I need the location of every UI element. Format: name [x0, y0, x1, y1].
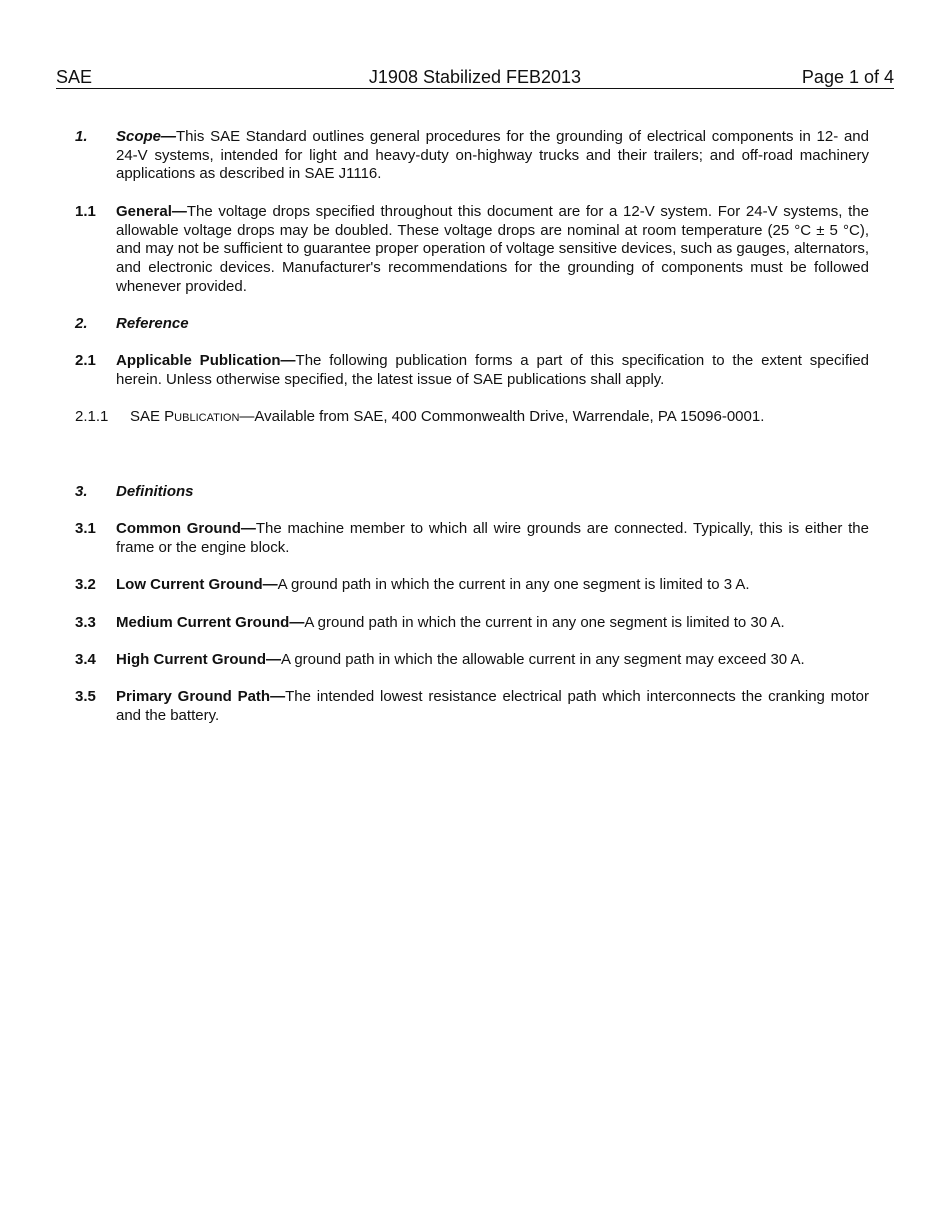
section-number: 3.	[75, 483, 88, 500]
section-text: The following publication forms a part of this specification to the extent specified herein. Unless otherwise specified, the latest issue of SAE publications shall apply.	[116, 352, 870, 388]
section-3-2-low-current-ground	[75, 576, 869, 595]
section-title: Applicable Publication—	[116, 352, 296, 369]
section-number: 1.1	[75, 203, 96, 220]
section-title: General—	[116, 203, 187, 220]
section-3-3-medium-current-ground	[75, 614, 869, 633]
section-title: Reference	[116, 315, 189, 332]
section-3-4-high-current-ground	[75, 651, 869, 670]
section-text: A ground path in which the current in any one segment is limited to 3 A.	[277, 576, 750, 593]
section-3-5-primary-ground-path	[75, 688, 869, 725]
section-title: High Current Ground—	[116, 651, 281, 668]
section-title: Scope—	[116, 128, 177, 145]
section-text: —Available from SAE, 400 Commonwealth Drive, Warrendale, PA 15096-0001.	[239, 408, 765, 425]
section-2-1-1-sae-publication	[75, 408, 869, 427]
header-page-number: Page 1 of 4	[801, 67, 894, 87]
section-2-1-applicable-publication	[75, 352, 869, 389]
section-title: Medium Current Ground—	[116, 614, 305, 631]
page-header	[56, 66, 894, 89]
section-number: 2.1	[75, 352, 96, 369]
section-number: 2.	[75, 315, 88, 332]
section-number: 3.3	[75, 614, 96, 631]
section-title: Low Current Ground—	[116, 576, 278, 593]
section-number: 3.2	[75, 576, 96, 593]
section-text: A ground path in which the allowable current in any segment may exceed 30 A.	[281, 651, 805, 668]
section-text: The machine member to which all wire grounds are connected. Typically, this is either the frame or the engine block.	[116, 520, 869, 556]
section-text: This SAE Standard outlines general procedures for the grounding of electrical components in 12- and 24-V systems, intended for light and heavy-duty on-highway trucks and their trailers; and off-road machinery applications as described in SAE J1116.	[116, 128, 869, 183]
section-text: A ground path in which the current in any one segment is limited to 30 A.	[304, 614, 785, 631]
header-org: SAE	[56, 67, 93, 87]
section-1-1-general	[75, 203, 869, 297]
section-text: The intended lowest resistance electrical path which interconnects the cranking motor and the battery.	[116, 688, 869, 724]
section-3-definitions	[75, 483, 869, 502]
section-title: Primary Ground Path—	[116, 688, 286, 705]
section-title: SAE Publication	[130, 408, 240, 425]
section-title: Definitions	[116, 483, 194, 500]
section-2-reference	[75, 315, 869, 334]
section-number: 3.1	[75, 520, 96, 537]
section-number: 3.4	[75, 651, 96, 668]
section-number: 3.5	[75, 688, 96, 705]
header-document-id: J1908 Stabilized FEB2013	[368, 67, 582, 87]
section-text: The voltage drops specified throughout this document are for a 12-V system. For 24-V systems, the allowable voltage drops may be doubled. These voltage drops are nominal at room temperature (25 °C ± 5 °C), and may not be sufficient to guarantee proper operation of voltage sensitive devices, such as gauges, alternators, and electronic devices. Manufacturer's recommendations for the grounding of components must be followed whenever provided.	[116, 203, 869, 295]
section-1-scope	[75, 128, 869, 184]
section-title: Common Ground—	[116, 520, 256, 537]
section-3-1-common-ground	[75, 520, 869, 557]
section-number: 1.	[75, 128, 88, 145]
section-number: 2.1.1	[75, 408, 109, 425]
